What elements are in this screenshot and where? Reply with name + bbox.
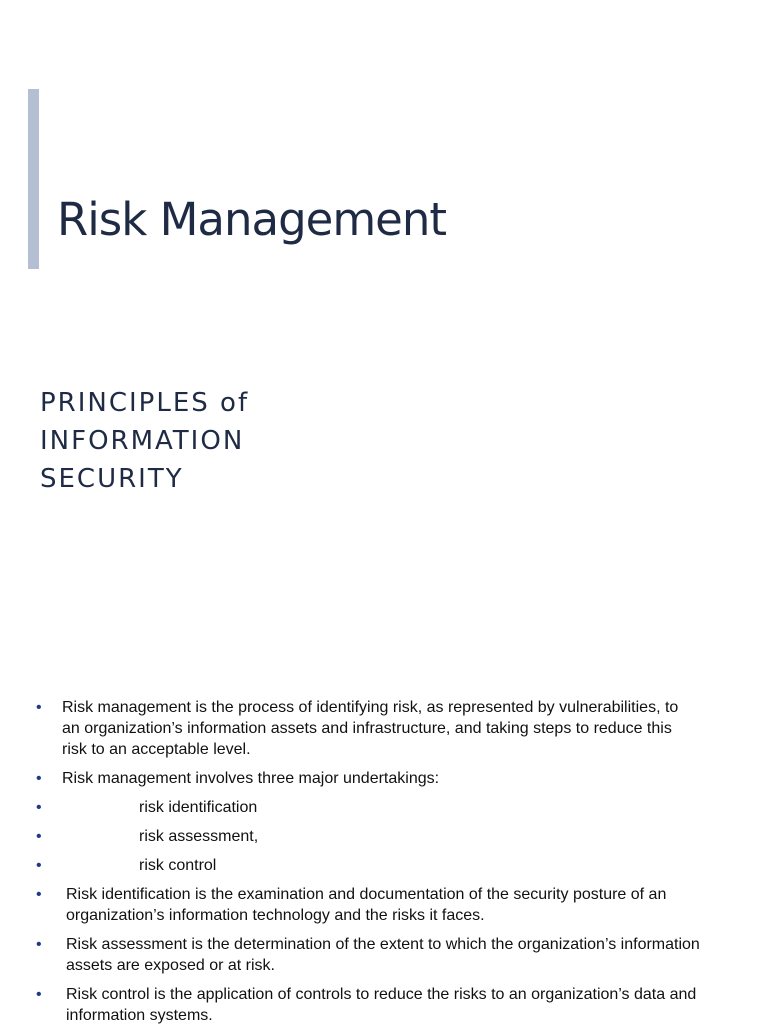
book-title-line: INFORMATION — [40, 426, 245, 456]
bullet-text: Risk identification is the examination and documentation of the security posture of an organization’s information technology and the risks it faces. — [66, 886, 667, 924]
bullet-dot-icon: • — [36, 886, 42, 903]
bullet-dot-icon: • — [36, 857, 42, 874]
bullet-text: risk control — [139, 857, 217, 874]
book-title-line: PRINCIPLES of — [40, 388, 250, 418]
bullet-dot-icon: • — [36, 936, 42, 953]
bullet-text: Risk management involves three major undertakings: — [62, 770, 440, 787]
bullet-text: Risk control is the application of controls to reduce the risks to an organization’s data and information systems. — [66, 986, 697, 1024]
bullet-item — [36, 768, 700, 789]
bullet-list — [36, 697, 700, 1024]
bullet-item — [36, 697, 700, 760]
bullet-text: Risk management is the process of identifying risk, as represented by vulnerabilities, to an organization’s information assets and infrastructure, and taking steps to reduce this risk to an acceptable level. — [62, 699, 679, 758]
bullet-text: risk assessment, — [139, 828, 259, 845]
bullet-item — [36, 855, 700, 876]
bullet-item — [36, 797, 700, 818]
title-accent-bar — [28, 89, 39, 269]
bullet-dot-icon: • — [36, 699, 42, 716]
book-title-line: SECURITY — [40, 464, 184, 494]
bullet-dot-icon: • — [36, 799, 42, 816]
bullet-dot-icon: • — [36, 986, 42, 1003]
bullet-item — [36, 984, 700, 1024]
bullet-item — [36, 884, 700, 926]
bullet-dot-icon: • — [36, 770, 42, 787]
bullet-item — [36, 826, 700, 847]
slide-title: Risk Management — [57, 193, 447, 246]
book-title — [40, 384, 340, 498]
bullet-dot-icon: • — [36, 828, 42, 845]
bullet-text: Risk assessment is the determination of the extent to which the organization’s information assets are exposed or at risk. — [66, 936, 700, 974]
bullet-item — [36, 934, 700, 976]
bullet-text: risk identification — [139, 799, 258, 816]
